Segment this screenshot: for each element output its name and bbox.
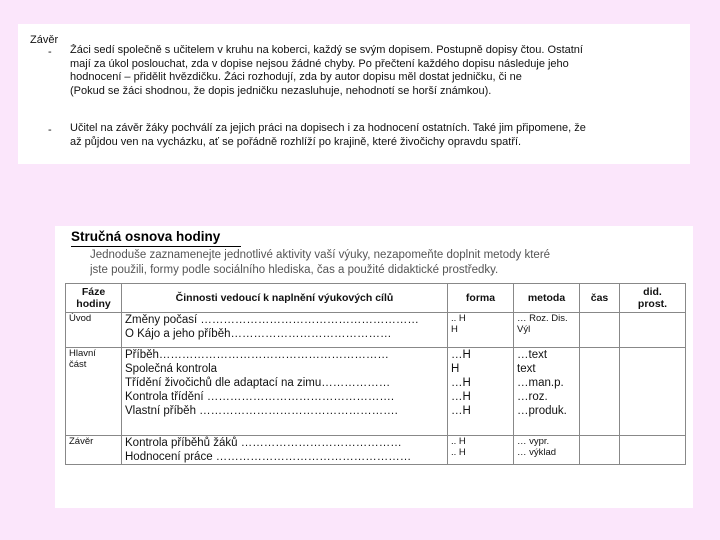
form-entry: H <box>451 324 458 335</box>
time-cell <box>580 348 620 436</box>
header-means-line2: prost. <box>637 298 668 310</box>
form-entry: .. H <box>451 447 466 458</box>
method-entry: Výl <box>517 324 531 335</box>
paragraph-line: hodnocení – přidělit hvězdičku. Žáci rozhodují, zda by autor dopisu měl dostat jedničku, či ne <box>70 71 522 83</box>
conclusion-panel <box>18 24 690 164</box>
form-cell <box>448 348 514 436</box>
method-entry: …man.p. <box>517 377 564 389</box>
activity-line: Vlastní příběh ……………………………………………. <box>125 405 398 417</box>
method-cell <box>514 313 580 348</box>
lesson-outline-panel <box>55 226 693 508</box>
activity-line: Společná kontrola <box>125 363 218 375</box>
method-entry: …produk. <box>517 405 567 417</box>
conclusion-paragraph-2 <box>70 122 682 149</box>
phase-label: Úvod <box>69 313 92 324</box>
method-cell <box>514 436 580 465</box>
conclusion-heading: Závěr <box>30 34 59 46</box>
form-cell <box>448 436 514 465</box>
bullet-marker: - <box>48 46 52 58</box>
form-entry: .. H <box>451 436 466 447</box>
activity-line: Příběh…………………………………………………… <box>125 349 389 361</box>
header-phase-line1: Fáze <box>81 286 106 298</box>
paragraph-line: (Pokud se žáci shodnou, že dopis jedničku nezasluhuje, nehodnotí se horší známkou). <box>70 84 492 97</box>
method-entry: … výklad <box>517 447 557 458</box>
activity-line: Kontrola třídění …………………………………………. <box>125 391 395 403</box>
paragraph-line: až půjdou ven na vycházku, ať se pořádně rozhlíží po krajině, které živočichy opravdu spatří. <box>70 135 522 148</box>
activity-line: Hodnocení práce …………………………………………… <box>125 451 412 463</box>
method-entry: text <box>517 363 536 375</box>
form-entry: …H <box>451 349 471 361</box>
activity-line: Třídění živočichů dle adaptací na zimu……………… <box>125 377 391 389</box>
phase-label: Hlavní <box>69 348 96 359</box>
outline-title: Stručná osnova hodiny <box>71 229 221 244</box>
table-row <box>66 313 686 348</box>
phase-cell <box>66 436 122 465</box>
table-row <box>66 348 686 436</box>
phase-cell <box>66 348 122 436</box>
form-entry: …H <box>451 405 471 417</box>
paragraph-line: Učitel na závěr žáky pochválí za jejich práci na dopisech i za hodnocení ostatních. Také jim připomene, že <box>70 122 586 134</box>
paragraph-line: Žáci sedí společně s učitelem v kruhu na koberci, každý se svým dopisem. Postupně dopisy čtou. Ostatní <box>70 44 583 56</box>
paragraph-line: mají za úkol poslouchat, zda v dopise nejsou žádné chyby. Po přečtení každého dopisu následuje jeho <box>70 57 569 70</box>
instruction-line: Jednoduše zaznamenejte jednotlivé aktivity vaší výuky, nezapomeňte doplnit metody které <box>90 249 551 261</box>
form-entry: .. H <box>451 313 466 324</box>
form-entry: …H <box>451 391 471 403</box>
means-cell <box>620 348 686 436</box>
header-time: čas <box>580 284 620 313</box>
lesson-outline-table <box>65 283 686 465</box>
activity-line: Změny počasí ………………………………………………… <box>125 314 419 326</box>
conclusion-paragraph-1 <box>70 44 682 98</box>
method-entry: … vypr. <box>517 436 550 447</box>
header-means-line1: did. <box>643 286 662 298</box>
form-cell <box>448 313 514 348</box>
header-activities: Činnosti vedoucí k naplnění výukových cílů <box>122 284 448 313</box>
activities-cell <box>122 348 448 436</box>
header-phase-line2: hodiny <box>76 298 111 310</box>
table-row <box>66 436 686 465</box>
form-entry: …H <box>451 377 471 389</box>
form-entry: H <box>451 363 460 375</box>
outline-instructions <box>90 248 670 277</box>
title-underline <box>71 246 241 247</box>
bullet-marker: - <box>48 124 52 136</box>
method-entry: …roz. <box>517 391 548 403</box>
header-means <box>620 284 686 313</box>
activity-line: Kontrola příběhů žáků …………………………………… <box>125 437 402 449</box>
method-entry: …text <box>517 349 548 361</box>
instruction-line: jste použili, formy podle sociálního hlediska, čas a použité didaktické prostředky. <box>90 263 499 276</box>
header-phase <box>66 284 122 313</box>
time-cell <box>580 436 620 465</box>
means-cell <box>620 436 686 465</box>
phase-label: část <box>69 359 87 370</box>
phase-label: Závěr <box>69 436 94 447</box>
method-entry: … Roz. Dis. <box>517 313 568 324</box>
activities-cell <box>122 436 448 465</box>
means-cell <box>620 313 686 348</box>
header-form: forma <box>448 284 514 313</box>
activities-cell <box>122 313 448 348</box>
table-header-row <box>66 284 686 313</box>
activity-line: O Kájo a jeho příběh…………………………………… <box>125 328 392 340</box>
phase-cell <box>66 313 122 348</box>
header-method: metoda <box>514 284 580 313</box>
time-cell <box>580 313 620 348</box>
method-cell <box>514 348 580 436</box>
